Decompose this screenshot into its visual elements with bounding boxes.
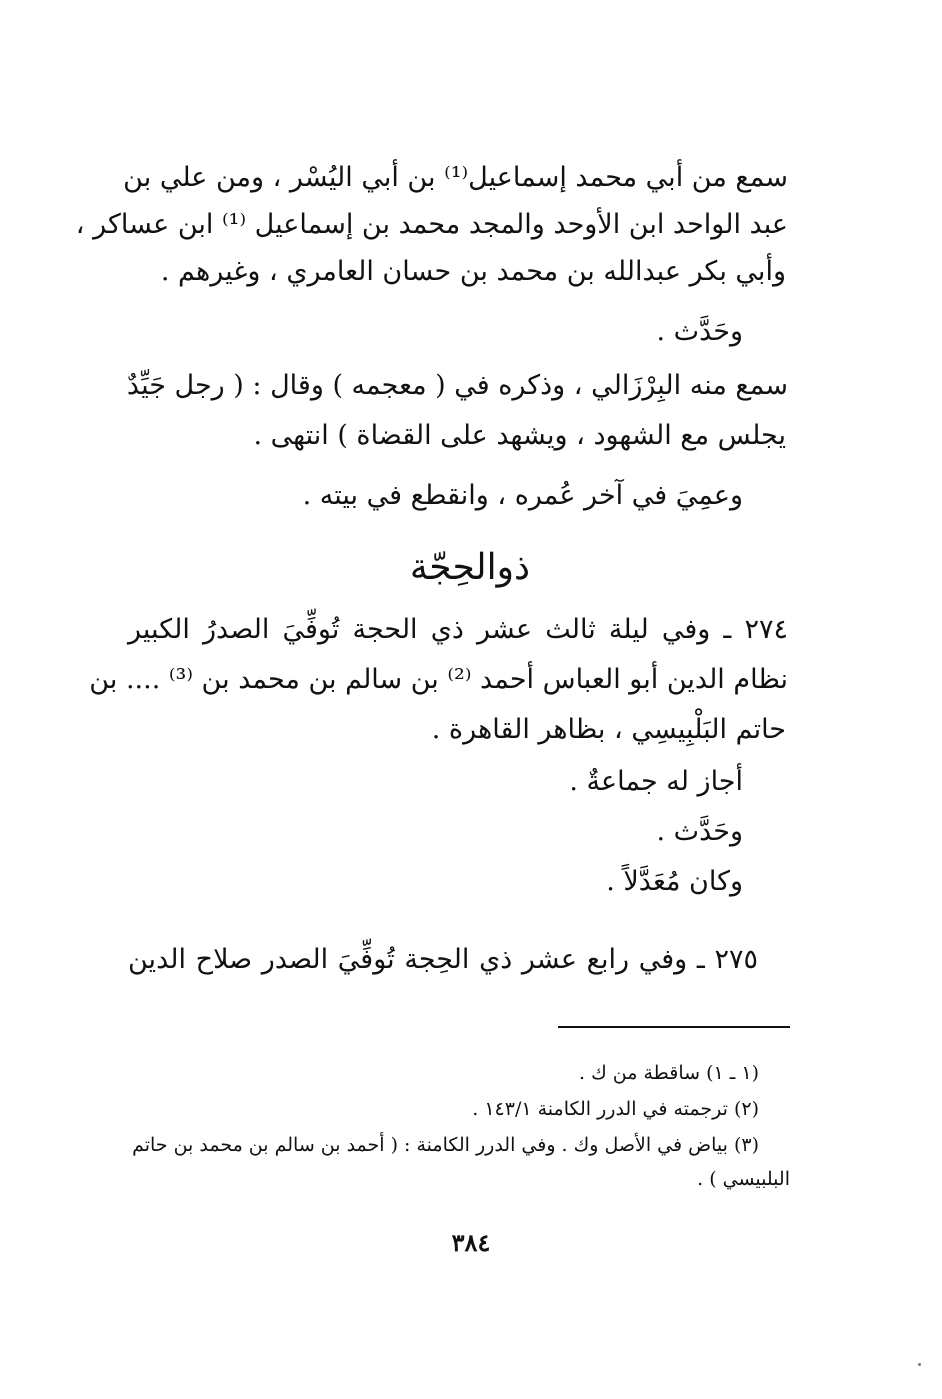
text-line: سمع من أبي محمد إسماعيل⁽¹⁾ بن أبي اليُسْر ، ومن علي بن [123,162,788,193]
entry-274-muaddal: وكان مُعَدَّلاً . [606,866,743,897]
entry-275-line: ٢٧٥ ـ وفي رابع عشر ذي الحِجة تُوفِّيَ الصدر صلاح الدين [128,944,758,975]
entry-274-line: نظام الدين أبو العباس أحمد ⁽²⁾ بن سالم بن محمد بن ⁽³⁾ .... بن [89,664,788,695]
text-line: وأبي بكر عبدالله بن محمد بن حسان العامري ، وغيرهم . [160,256,786,287]
scan-speck [918,1363,921,1366]
entry-274-line: ٢٧٤ ـ وفي ليلة ثالث عشر ذي الحجة تُوفِّيَ الصدرُ الكبير [128,614,788,645]
month-heading: ذوالحِجّة [409,547,531,588]
text-line: وعمِيَ في آخر عُمره ، وانقطع في بيته . [302,480,743,511]
footnote-1: (١ ـ ١) ساقطة من ك . [579,1062,759,1084]
footnote-3-continuation: البلبيسي ) . [697,1168,790,1190]
text-line: وحَدَّث . [656,316,743,347]
entry-274-haddath: وحَدَّث . [656,816,743,847]
page-number: ٣٨٤ [451,1228,491,1257]
text-line: سمع منه البِرْزَالي ، وذكره في ( معجمه ) وقال : ( رجل جَيِّدٌ [126,370,788,401]
entry-274-ijaza: أجاز له جماعةٌ . [569,766,743,797]
entry-274-line: حاتم البَلْبِيسِي ، بظاهر القاهرة . [431,714,786,745]
footnote-2: (٢) ترجمته في الدرر الكامنة ١٤٣/١ . [472,1098,759,1120]
text-line: عبد الواحد ابن الأوحد والمجد محمد بن إسماعيل ⁽¹⁾ ابن عساكر ، [75,209,788,240]
footnote-separator [558,1026,790,1028]
text-line: يجلس مع الشهود ، ويشهد على القضاة ) انتهى . [253,420,786,451]
footnote-3: (٣) بياض في الأصل وك . وفي الدرر الكامنة : ( أحمد بن سالم بن محمد بن حاتم [132,1134,759,1156]
